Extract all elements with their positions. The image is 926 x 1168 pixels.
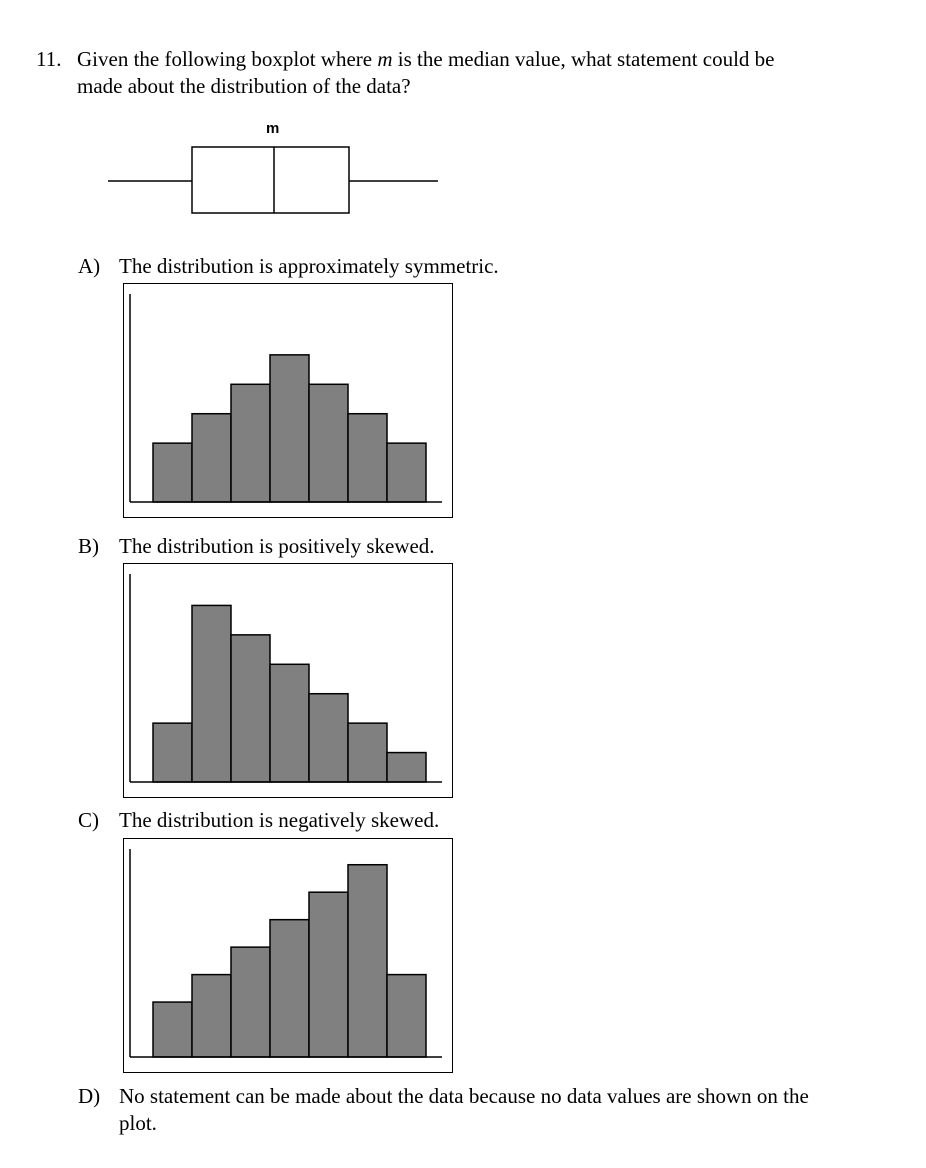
histogram-c-frame [123,838,453,1073]
histogram-b-bar-7 [387,753,426,782]
boxplot-box [192,147,349,213]
histogram-a-bar-7 [387,443,426,502]
histogram-a [124,284,451,516]
histogram-c-bar-4 [270,920,309,1057]
question-number: 11. [36,47,62,71]
option-c-text: The distribution is negatively skewed. [119,808,440,832]
option-d-text-line1: No statement can be made about the data because no data values are shown on the [119,1084,809,1108]
option-a-letter: A) [78,254,101,278]
median-variable: m [377,47,393,71]
median-label: m [266,120,280,137]
histogram-c-bar-7 [387,975,426,1057]
histogram-b-bar-4 [270,664,309,782]
option-c-letter: C) [78,808,99,832]
histogram-a-bar-2 [192,414,231,502]
histogram-c [124,839,451,1071]
histogram-c-bar-3 [231,947,270,1057]
question-text-line1: Given the following boxplot where m is the median value, what statement could be [77,47,775,71]
histogram-b-frame [123,563,453,798]
histogram-c-bar-5 [309,892,348,1057]
histogram-a-bar-1 [153,443,192,502]
histogram-a-bar-3 [231,384,270,502]
histogram-b-bar-6 [348,723,387,782]
option-a-text: The distribution is approximately symmetric. [119,254,499,278]
option-b-letter: B) [78,534,99,558]
histogram-c-bar-1 [153,1002,192,1057]
option-d-letter: D) [78,1084,101,1108]
question-text-line2: made about the distribution of the data? [77,74,411,98]
histogram-a-frame [123,283,453,518]
histogram-b-bar-1 [153,723,192,782]
histogram-c-bar-2 [192,975,231,1057]
option-b-text: The distribution is positively skewed. [119,534,435,558]
histogram-a-bar-6 [348,414,387,502]
boxplot [100,140,450,220]
histogram-b-bar-3 [231,635,270,782]
option-d-text-line2: plot. [119,1111,157,1135]
histogram-a-bar-4 [270,355,309,502]
histogram-b-bar-2 [192,605,231,782]
histogram-b-bar-5 [309,694,348,782]
histogram-a-bar-5 [309,384,348,502]
histogram-c-bar-6 [348,865,387,1057]
histogram-b [124,564,451,796]
